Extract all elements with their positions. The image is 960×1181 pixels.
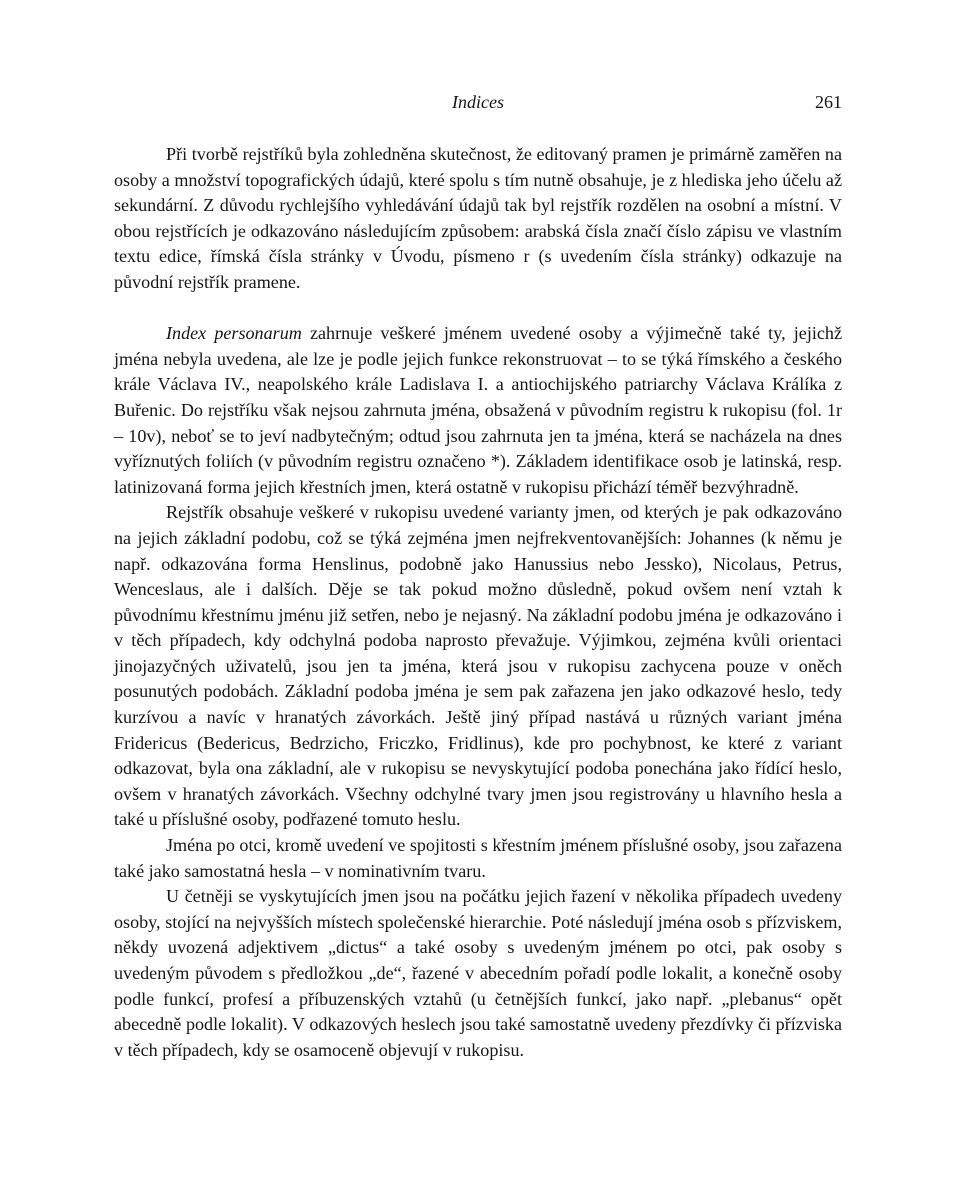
body-text [114, 142, 842, 1063]
paragraph-name-variants: Rejstřík obsahuje veškeré v rukopisu uvedené varianty jmen, od kterých je pak odkazováno na jejich základní podobu, což se týká zejména jmen nejfrekventovanějších: Johannes (k němu je např. odkazována forma Henslinus, podobně jako Hanussius nebo Jessko), Nicolaus, Petrus, Wenceslaus, ale i dalších. Děje se tak pokud možno důsledně, pokud ovšem není vztah k původnímu křestnímu jménu již setřen, nebo je nejasný. Na základní podobu jména je odkazováno i v těch případech, kdy odchylná podoba naprosto převažuje. Výjimkou, zejména kvůli orientaci jinojazyčných uživatelů, jsou jen ta jména, která jsou v rukopisu zachycena pouze v oněch posunutých podobách. Základní podoba jména je sem pak zařazena jen jako odkazové heslo, tedy kurzívou a navíc v hranatých závorkách. Ještě jiný případ nastává u různých variant jména Fridericus (Bedericus, Bedrzicho, Friczko, Fridlinus), kde pro pochybnost, ke které z variant odkazovat, byla ona základní, ale v rukopisu se nevyskytující podoba ponechána jako řídící heslo, ovšem v hranatých závorkách. Všechny odchylné tvary jmen jsou registrovány u hlavního hesla a také u příslušné osoby, podřazené tomuto heslu. [114, 502, 842, 830]
index-personarum-term: Index personarum [166, 323, 302, 344]
paragraph-intro: Při tvorbě rejstříků byla zohledněna skutečnost, že editovaný pramen je primárně zaměřen na osoby a množství topografických údajů, které spolu s tím nutně obsahuje, je z hlediska jeho účelu až sekundární. Z důvodu rychlejšího vyhledávání údajů tak byl rejstřík rozdělen na osobní a místní. V obou rejstřících je odkazováno následujícím způsobem: arabská čísla značí číslo zápisu ve vlastním textu edice, římská čísla stránky v Úvodu, písmeno r (s uvedením čísla stránky) odkazuje na původní rejstřík pramene. [114, 144, 842, 292]
page-number: 261 [815, 92, 842, 112]
running-title: Indices [452, 92, 504, 112]
running-head [114, 92, 842, 118]
paragraph-index-personarum [114, 321, 842, 500]
paragraph-patronymics: Jména po otci, kromě uvedení ve spojitosti s křestním jménem příslušné osoby, jsou zařazena také jako samostatná hesla – v nominativním tvaru. [114, 835, 842, 881]
paragraph-ordering: U četněji se vyskytujících jmen jsou na počátku jejich řazení v několika případech uvedeny osoby, stojící na nejvyšších místech společenské hierarchie. Poté následují jména osob s přízviskem, někdy uvozená adjektivem „dictus“ a také osoby s uvedeným jménem po otci, pak osoby s uvedeným původem s předložkou „de“, řazené v abecedním pořadí podle lokalit, a konečně osoby podle funkcí, profesí a příbuzenských vztahů (u četnějších funkcí, jako např. „plebanus“ opět abecedně podle lokalit). V odkazových heslech jsou také samostatně uvedeny přezdívky či přízviska v těch případech, kdy se osamoceně objevují v rukopisu. [114, 886, 842, 1060]
paragraph-index-personarum-text: zahrnuje veškeré jménem uvedené osoby a výjimečně také ty, jejichž jména nebyla uvedena, ale lze je podle jejich funkce rekonstruovat – to se týká římského a českého krále Václava IV., neapolského krále Ladislava I. a antiochijského patriarchy Václava Králíka z Buřenic. Do rejstříku však nejsou zahrnuta jména, obsažená v původním registru k rukopisu (fol. 1r – 10v), neboť se to jeví nadbytečným; odtud jsou zahrnuta jen ta jména, která se nacházela na dnes vyříznutých foliích (v původním registru označeno *). Základem identifikace osob je latinská, resp. latinizovaná forma jejich křestních jmen, která ostatně v rukopisu přichází téměř bezvýhradně. [114, 323, 842, 497]
